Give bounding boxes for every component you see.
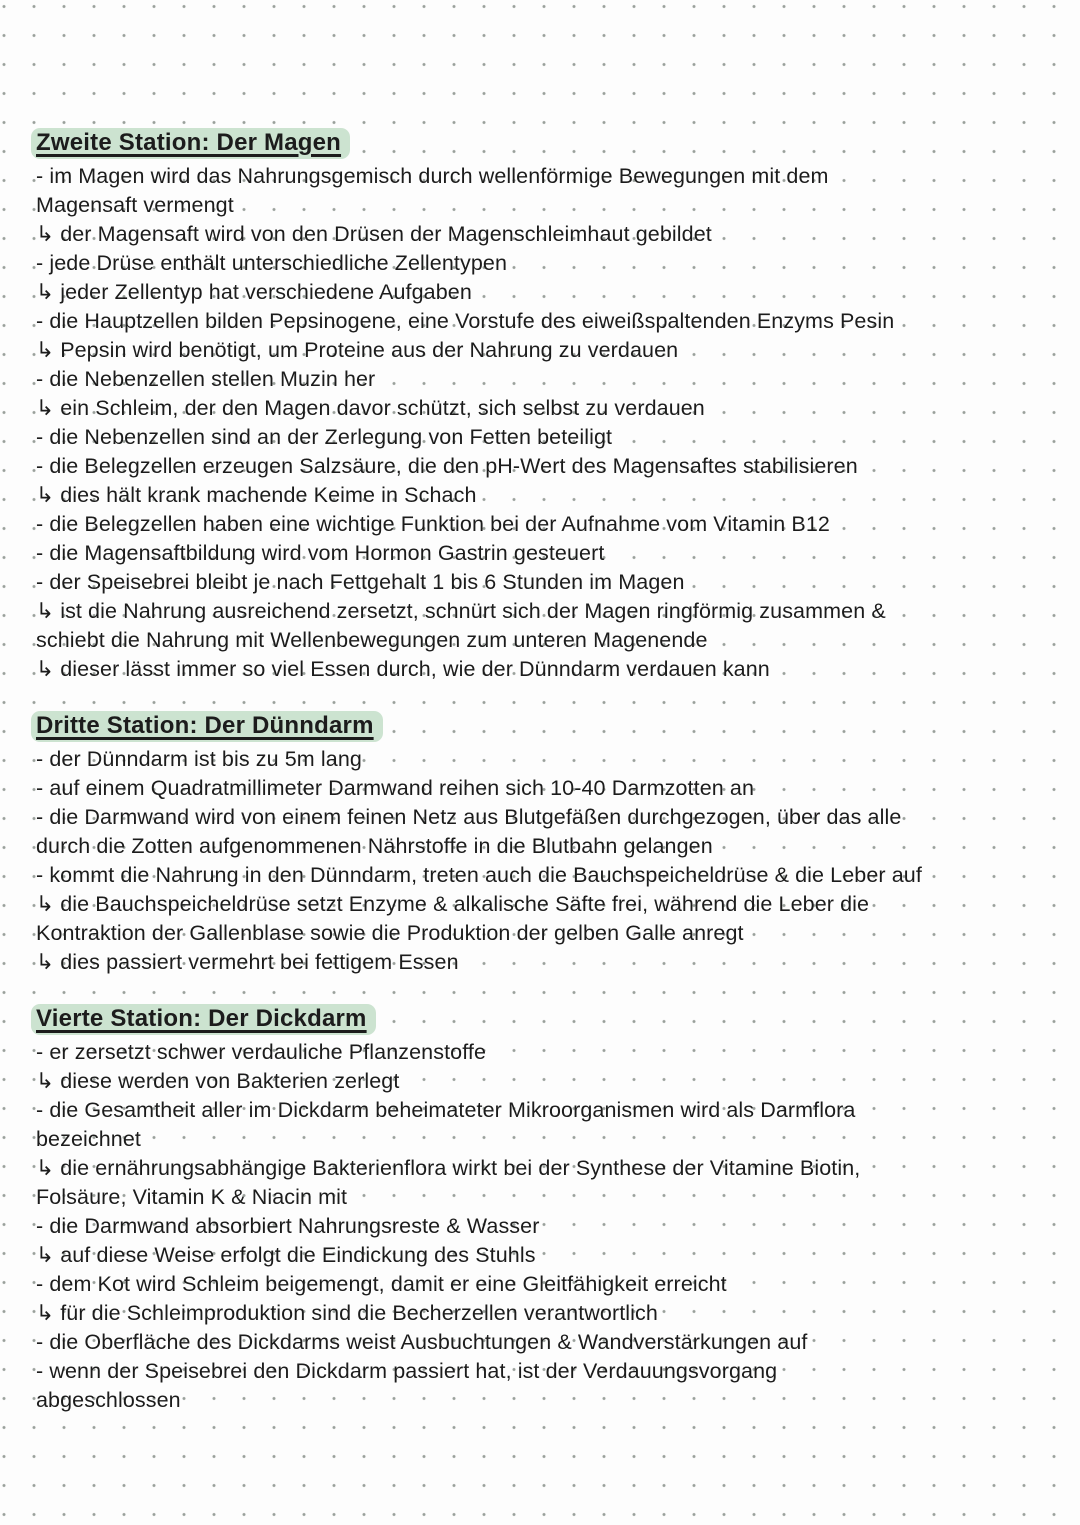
note-line: ↳ Pepsin wird benötigt, um Proteine aus der Nahrung zu verdauen xyxy=(36,338,679,362)
note-line: - die Darmwand wird von einem feinen Netz aus Blutgefäßen durchgezogen, über das alle xyxy=(36,805,902,829)
note-line: - kommt die Nahrung in den Dünndarm, treten auch die Bauchspeicheldrüse & die Leber auf xyxy=(36,863,922,887)
section-lines xyxy=(36,162,1052,684)
note-line: - die Gesamtheit aller im Dickdarm beheimateter Mikroorganismen wird als Darmflora xyxy=(36,1098,856,1122)
note-line: ↳ auf diese Weise erfolgt die Eindickung des Stuhls xyxy=(36,1243,536,1267)
note-line: - die Nebenzellen stellen Muzin her xyxy=(36,367,376,391)
note-line: - er zersetzt schwer verdauliche Pflanzenstoffe xyxy=(36,1040,487,1064)
note-line: ↳ ist die Nahrung ausreichend zersetzt, schnürt sich der Magen ringförmig zusammen & xyxy=(36,599,886,623)
note-line: - dem Kot wird Schleim beigemengt, damit er eine Gleitfähigkeit erreicht xyxy=(36,1272,727,1296)
note-line: - die Darmwand absorbiert Nahrungsreste & Wasser xyxy=(36,1214,540,1238)
section-heading: Vierte Station: Der Dickdarm xyxy=(31,1004,376,1035)
section-heading: Zweite Station: Der Magen xyxy=(31,128,350,159)
note-line: - die Nebenzellen sind an der Zerlegung von Fetten beteiligt xyxy=(36,425,613,449)
section-heading-row xyxy=(36,1004,1052,1038)
note-line: ↳ dieser lässt immer so viel Essen durch, wie der Dünndarm verdauen kann xyxy=(36,657,770,681)
note-line: - die Oberfläche des Dickdarms weist Ausbuchtungen & Wandverstärkungen auf xyxy=(36,1330,808,1354)
note-line: Kontraktion der Gallenblase sowie die Produktion der gelben Galle anregt xyxy=(36,921,744,945)
note-line: - die Belegzellen erzeugen Salzsäure, die den pH-Wert des Magensaftes stabilisieren xyxy=(36,454,858,478)
section-heading: Dritte Station: Der Dünndarm xyxy=(31,711,383,742)
note-line: ↳ jeder Zellentyp hat verschiedene Aufgaben xyxy=(36,280,472,304)
note-line: Folsäure, Vitamin K & Niacin mit xyxy=(36,1185,348,1209)
note-line: abgeschlossen xyxy=(36,1388,181,1412)
note-line: ↳ der Magensaft wird von den Drüsen der Magenschleimhaut gebildet xyxy=(36,222,712,246)
note-line: - der Dünndarm ist bis zu 5m lang xyxy=(36,747,362,771)
note-line: - die Magensaftbildung wird vom Hormon Gastrin gesteuert xyxy=(36,541,605,565)
note-line: - die Hauptzellen bilden Pepsinogene, eine Vorstufe des eiweißspaltenden Enzyms Pesin xyxy=(36,309,895,333)
note-line: durch die Zotten aufgenommenen Nährstoffe in die Blutbahn gelangen xyxy=(36,834,713,858)
section-heading-row xyxy=(36,711,1052,745)
note-line: - auf einem Quadratmillimeter Darmwand reihen sich 10-40 Darmzotten an xyxy=(36,776,755,800)
note-line: ↳ ein Schleim, der den Magen davor schützt, sich selbst zu verdauen xyxy=(36,396,705,420)
note-line: - wenn der Speisebrei den Dickdarm passiert hat, ist der Verdauungsvorgang xyxy=(36,1359,778,1383)
note-line: ↳ diese werden von Bakterien zerlegt xyxy=(36,1069,400,1093)
section-heading-row xyxy=(36,128,1052,162)
note-line: - der Speisebrei bleibt je nach Fettgehalt 1 bis 6 Stunden im Magen xyxy=(36,570,685,594)
section-lines xyxy=(36,1038,1052,1415)
note-line: - im Magen wird das Nahrungsgemisch durch wellenförmige Bewegungen mit dem xyxy=(36,164,829,188)
note-line: schiebt die Nahrung mit Wellenbewegungen zum unteren Magenende xyxy=(36,628,708,652)
note-line: ↳ dies passiert vermehrt bei fettigem Essen xyxy=(36,950,459,974)
note-section xyxy=(36,1004,1052,1415)
note-line: ↳ dies hält krank machende Keime in Schach xyxy=(36,483,477,507)
note-line: ↳ die Bauchspeicheldrüse setzt Enzyme & alkalische Säfte frei, während die Leber die xyxy=(36,892,870,916)
note-line: - die Belegzellen haben eine wichtige Funktion bei der Aufnahme vom Vitamin B12 xyxy=(36,512,830,536)
note-line: Magensaft vermengt xyxy=(36,193,234,217)
notes-page xyxy=(36,128,1052,1415)
note-section xyxy=(36,711,1052,977)
note-line: ↳ die ernährungsabhängige Bakterienflora wirkt bei der Synthese der Vitamine Biotin, xyxy=(36,1156,861,1180)
note-line: ↳ für die Schleimproduktion sind die Becherzellen verantwortlich xyxy=(36,1301,658,1325)
note-line: - jede Drüse enthält unterschiedliche Zellentypen xyxy=(36,251,508,275)
note-line: bezeichnet xyxy=(36,1127,141,1151)
section-lines xyxy=(36,745,1052,977)
note-section xyxy=(36,128,1052,684)
